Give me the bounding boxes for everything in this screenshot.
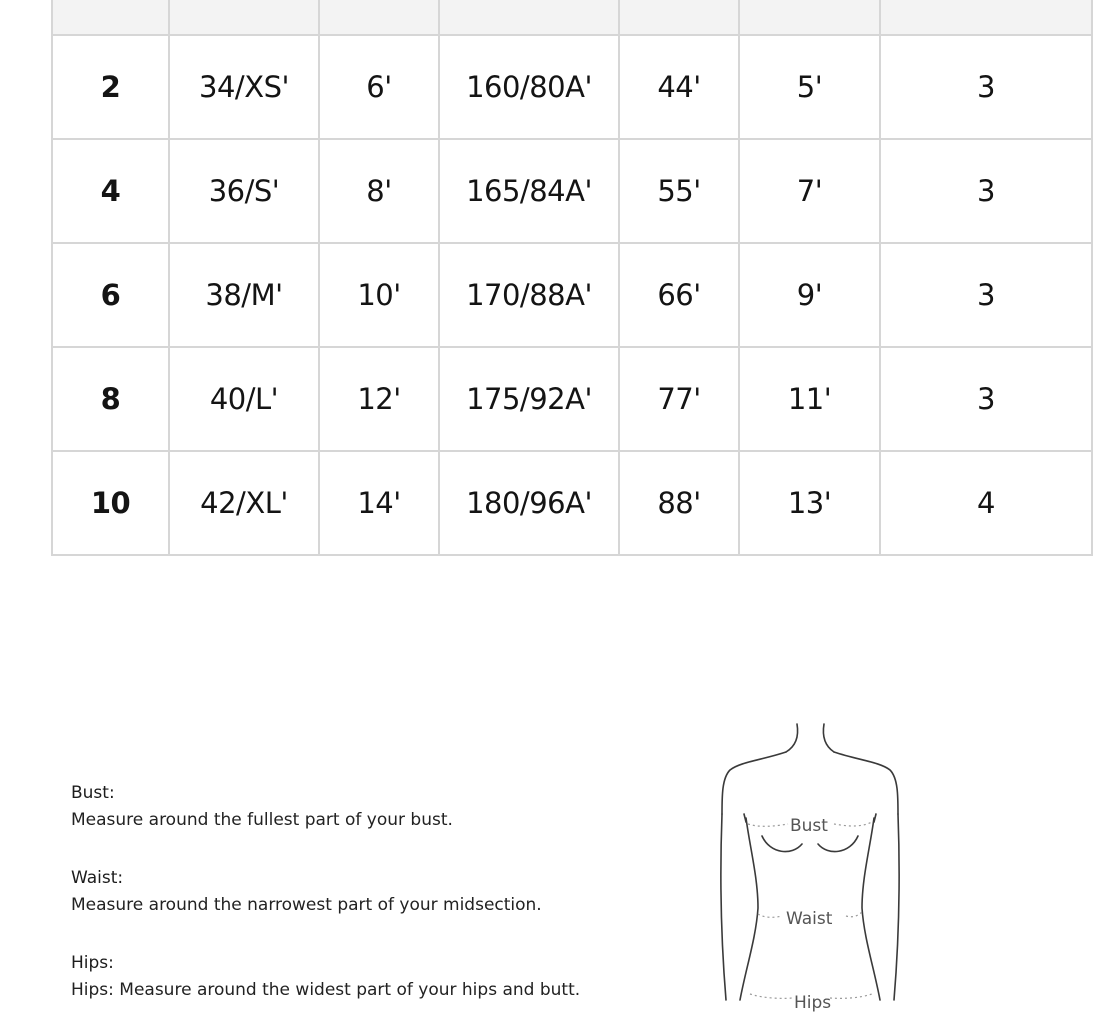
table-cell: 175/92A' bbox=[439, 347, 619, 451]
header-cell bbox=[52, 0, 169, 35]
table-cell: 4 bbox=[880, 451, 1092, 555]
header-cell bbox=[439, 0, 619, 35]
size-table bbox=[51, 0, 1093, 556]
figure-label-bust: Bust bbox=[790, 816, 828, 836]
guide-title-bust: Bust: bbox=[71, 783, 115, 803]
body-outline-illustration bbox=[700, 718, 920, 1013]
guide-title-waist: Waist: bbox=[71, 868, 124, 888]
table-cell: 14' bbox=[319, 451, 439, 555]
table-cell: 13' bbox=[739, 451, 880, 555]
size-cell: 4 bbox=[52, 139, 169, 243]
guide-item-waist bbox=[71, 865, 691, 926]
size-cell: 10 bbox=[52, 451, 169, 555]
table-row bbox=[52, 35, 1092, 139]
table-cell: 38/M' bbox=[169, 243, 319, 347]
table-cell: 170/88A' bbox=[439, 243, 619, 347]
table-cell: 42/XL' bbox=[169, 451, 319, 555]
table-cell: 6' bbox=[319, 35, 439, 139]
table-row bbox=[52, 451, 1092, 555]
table-cell: 88' bbox=[619, 451, 739, 555]
table-cell: 11' bbox=[739, 347, 880, 451]
size-chart-table bbox=[51, 0, 1000, 560]
table-cell: 7' bbox=[739, 139, 880, 243]
table-cell: 77' bbox=[619, 347, 739, 451]
header-cell bbox=[619, 0, 739, 35]
table-header-row bbox=[52, 0, 1092, 35]
table-cell: 10' bbox=[319, 243, 439, 347]
table-cell: 55' bbox=[619, 139, 739, 243]
table-cell: 5' bbox=[739, 35, 880, 139]
table-cell: 36/S' bbox=[169, 139, 319, 243]
table-cell: 3 bbox=[880, 139, 1092, 243]
figure-label-hips: Hips bbox=[794, 993, 832, 1013]
body-measurement-figure bbox=[700, 718, 920, 1013]
guide-title-hips: Hips: bbox=[71, 953, 114, 973]
header-cell bbox=[880, 0, 1092, 35]
table-cell: 44' bbox=[619, 35, 739, 139]
figure-label-waist: Waist bbox=[786, 909, 833, 929]
table-cell: 160/80A' bbox=[439, 35, 619, 139]
table-row bbox=[52, 243, 1092, 347]
guide-desc-waist: Measure around the narrowest part of your midsection. bbox=[71, 895, 542, 915]
table-cell: 180/96A' bbox=[439, 451, 619, 555]
guide-item-hips bbox=[71, 950, 691, 1011]
header-cell bbox=[739, 0, 880, 35]
table-cell: 3 bbox=[880, 347, 1092, 451]
table-row bbox=[52, 347, 1092, 451]
table-cell: 12' bbox=[319, 347, 439, 451]
guide-desc-bust: Measure around the fullest part of your bust. bbox=[71, 810, 453, 830]
guide-desc-hips: Hips: Measure around the widest part of your hips and butt. bbox=[71, 980, 581, 1000]
table-cell: 165/84A' bbox=[439, 139, 619, 243]
header-cell bbox=[169, 0, 319, 35]
size-cell: 6 bbox=[52, 243, 169, 347]
size-cell: 2 bbox=[52, 35, 169, 139]
table-row bbox=[52, 139, 1092, 243]
table-cell: 34/XS' bbox=[169, 35, 319, 139]
header-cell bbox=[319, 0, 439, 35]
table-cell: 40/L' bbox=[169, 347, 319, 451]
size-cell: 8 bbox=[52, 347, 169, 451]
table-cell: 3 bbox=[880, 35, 1092, 139]
table-cell: 8' bbox=[319, 139, 439, 243]
table-cell: 9' bbox=[739, 243, 880, 347]
guide-item-bust bbox=[71, 780, 691, 841]
table-cell: 3 bbox=[880, 243, 1092, 347]
measurement-guide bbox=[71, 780, 691, 1035]
table-cell: 66' bbox=[619, 243, 739, 347]
